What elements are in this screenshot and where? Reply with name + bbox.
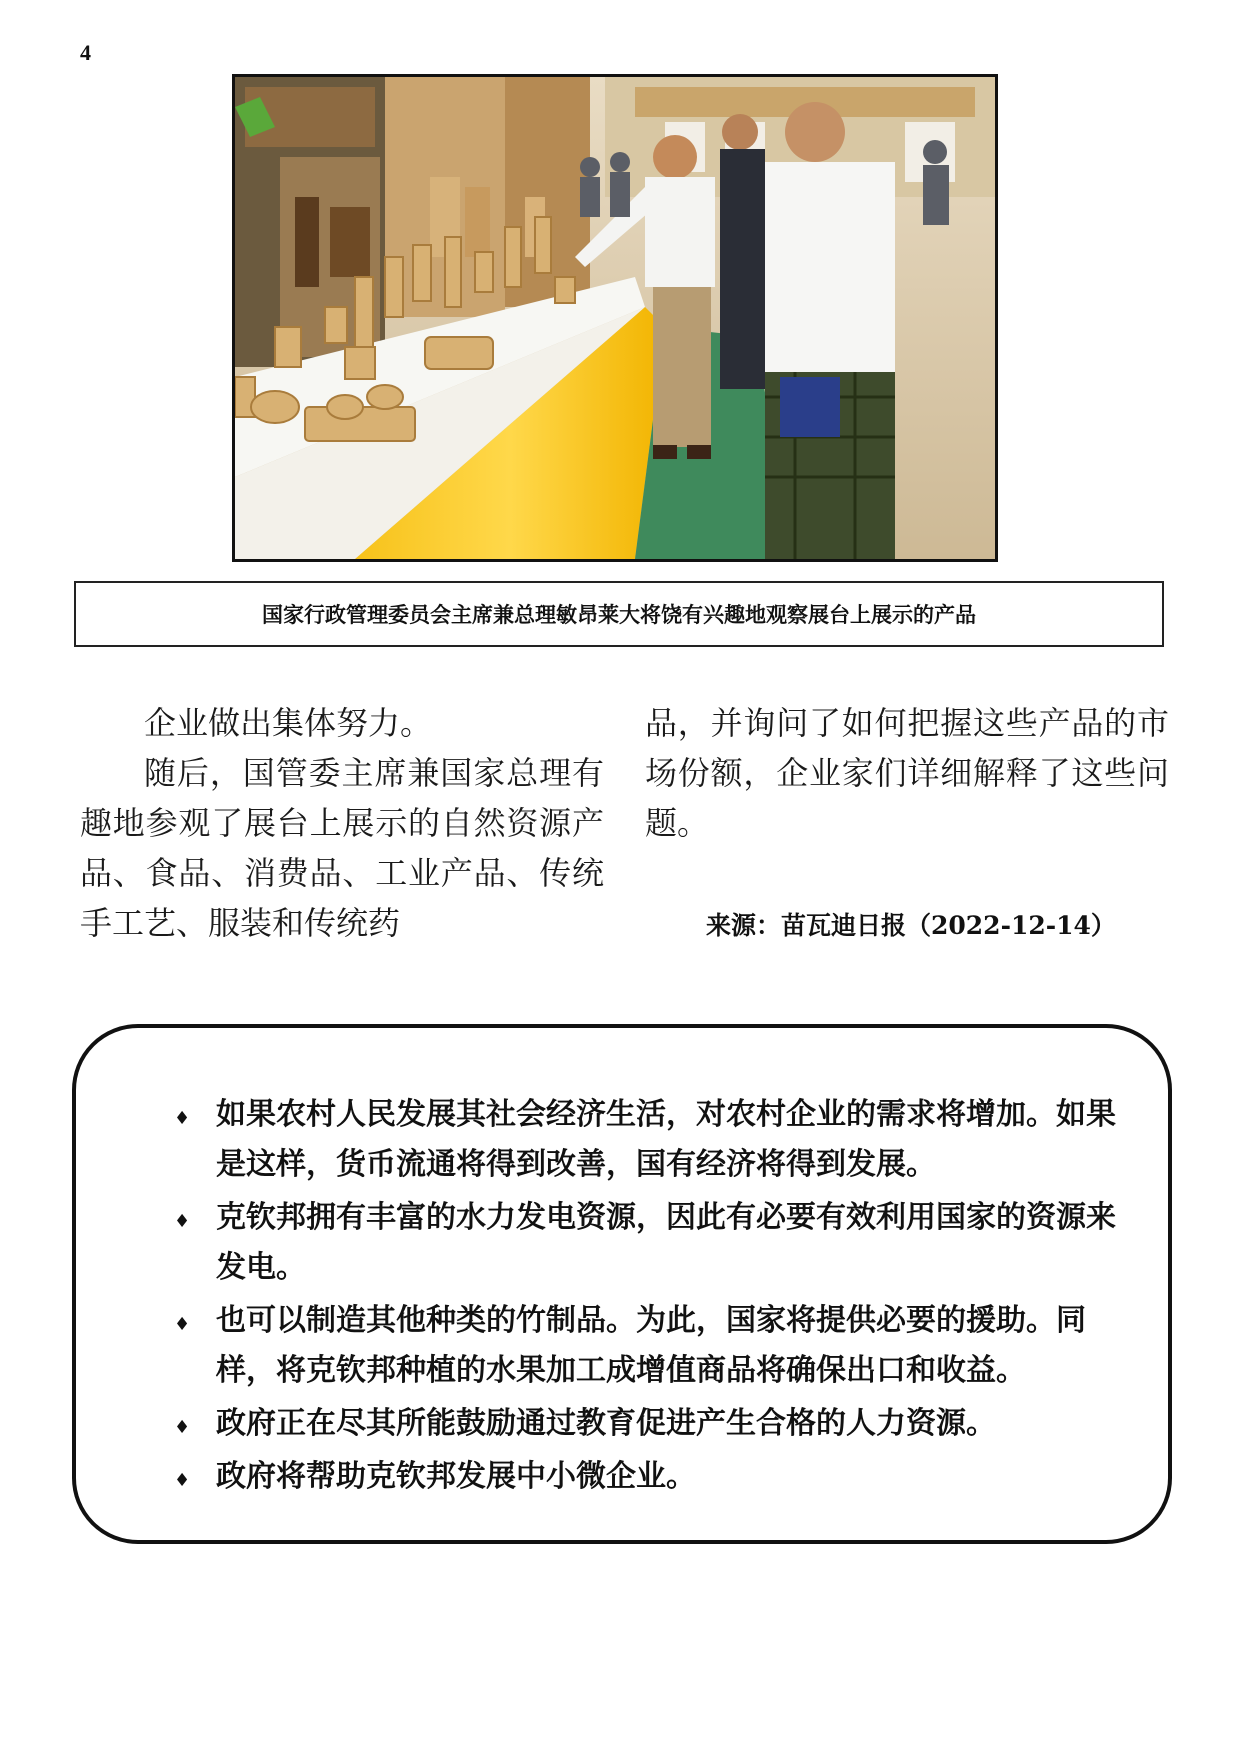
diamond-bullet-icon: ♦ [174,1108,191,1129]
summary-item-text: 如果农村人民发展其社会经济生活，对农村企业的需求将增加。如果是这样，货币流通将得到改善，国有经济将得到发展。 [216,1097,1116,1182]
summary-item-text: 也可以制造其他种类的竹制品。为此，国家将提供必要的援助。同样，将克钦邦种植的水果加工成增值商品将确保出口和收益。 [216,1303,1086,1388]
page-number: 4 [80,40,91,65]
summary-box [72,1024,1172,1544]
summary-list [102,1090,1140,1505]
photo-caption: 国家行政管理委员会主席兼总理敏昂莱大将饶有兴趣地观察展台上展示的产品 [262,602,976,627]
photo-caption-box [74,581,1164,647]
article-source: 来源：苗瓦迪日报（2022-12-14） [706,911,1116,940]
article-left-column [80,698,604,948]
exhibition-photo-illustration [235,77,995,559]
diamond-bullet-icon: ♦ [174,1417,191,1438]
diamond-bullet-icon: ♦ [174,1470,191,1491]
official-figure [765,102,895,559]
article-right-column [645,698,1169,848]
attendee-figure [720,114,765,389]
diamond-bullet-icon: ♦ [174,1211,191,1232]
article-paragraph: 品，并询问了如何把握这些产品的市场份额，企业家们详细解释了这些问题。 [645,704,1169,842]
summary-item-text: 政府将帮助克钦邦发展中小微企业。 [216,1459,696,1494]
summary-item [102,1090,1140,1190]
article-paragraph: 企业做出集体努力。 [144,704,433,742]
exhibition-photo [232,74,998,562]
summary-item-text: 政府正在尽其所能鼓励通过教育促进产生合格的人力资源。 [216,1406,996,1441]
diamond-bullet-icon: ♦ [174,1314,191,1335]
article-paragraph: 随后，国管委主席兼国家总理有趣地参观了展台上展示的自然资源产品、食品、消费品、工业产品、传统手工艺、服装和传统药 [80,754,604,942]
summary-item-text: 克钦邦拥有丰富的水力发电资源，因此有必要有效利用国家的资源来发电。 [216,1200,1116,1285]
summary-item [102,1193,1140,1293]
summary-item [102,1452,1140,1502]
summary-item [102,1296,1140,1396]
summary-item [102,1399,1140,1449]
